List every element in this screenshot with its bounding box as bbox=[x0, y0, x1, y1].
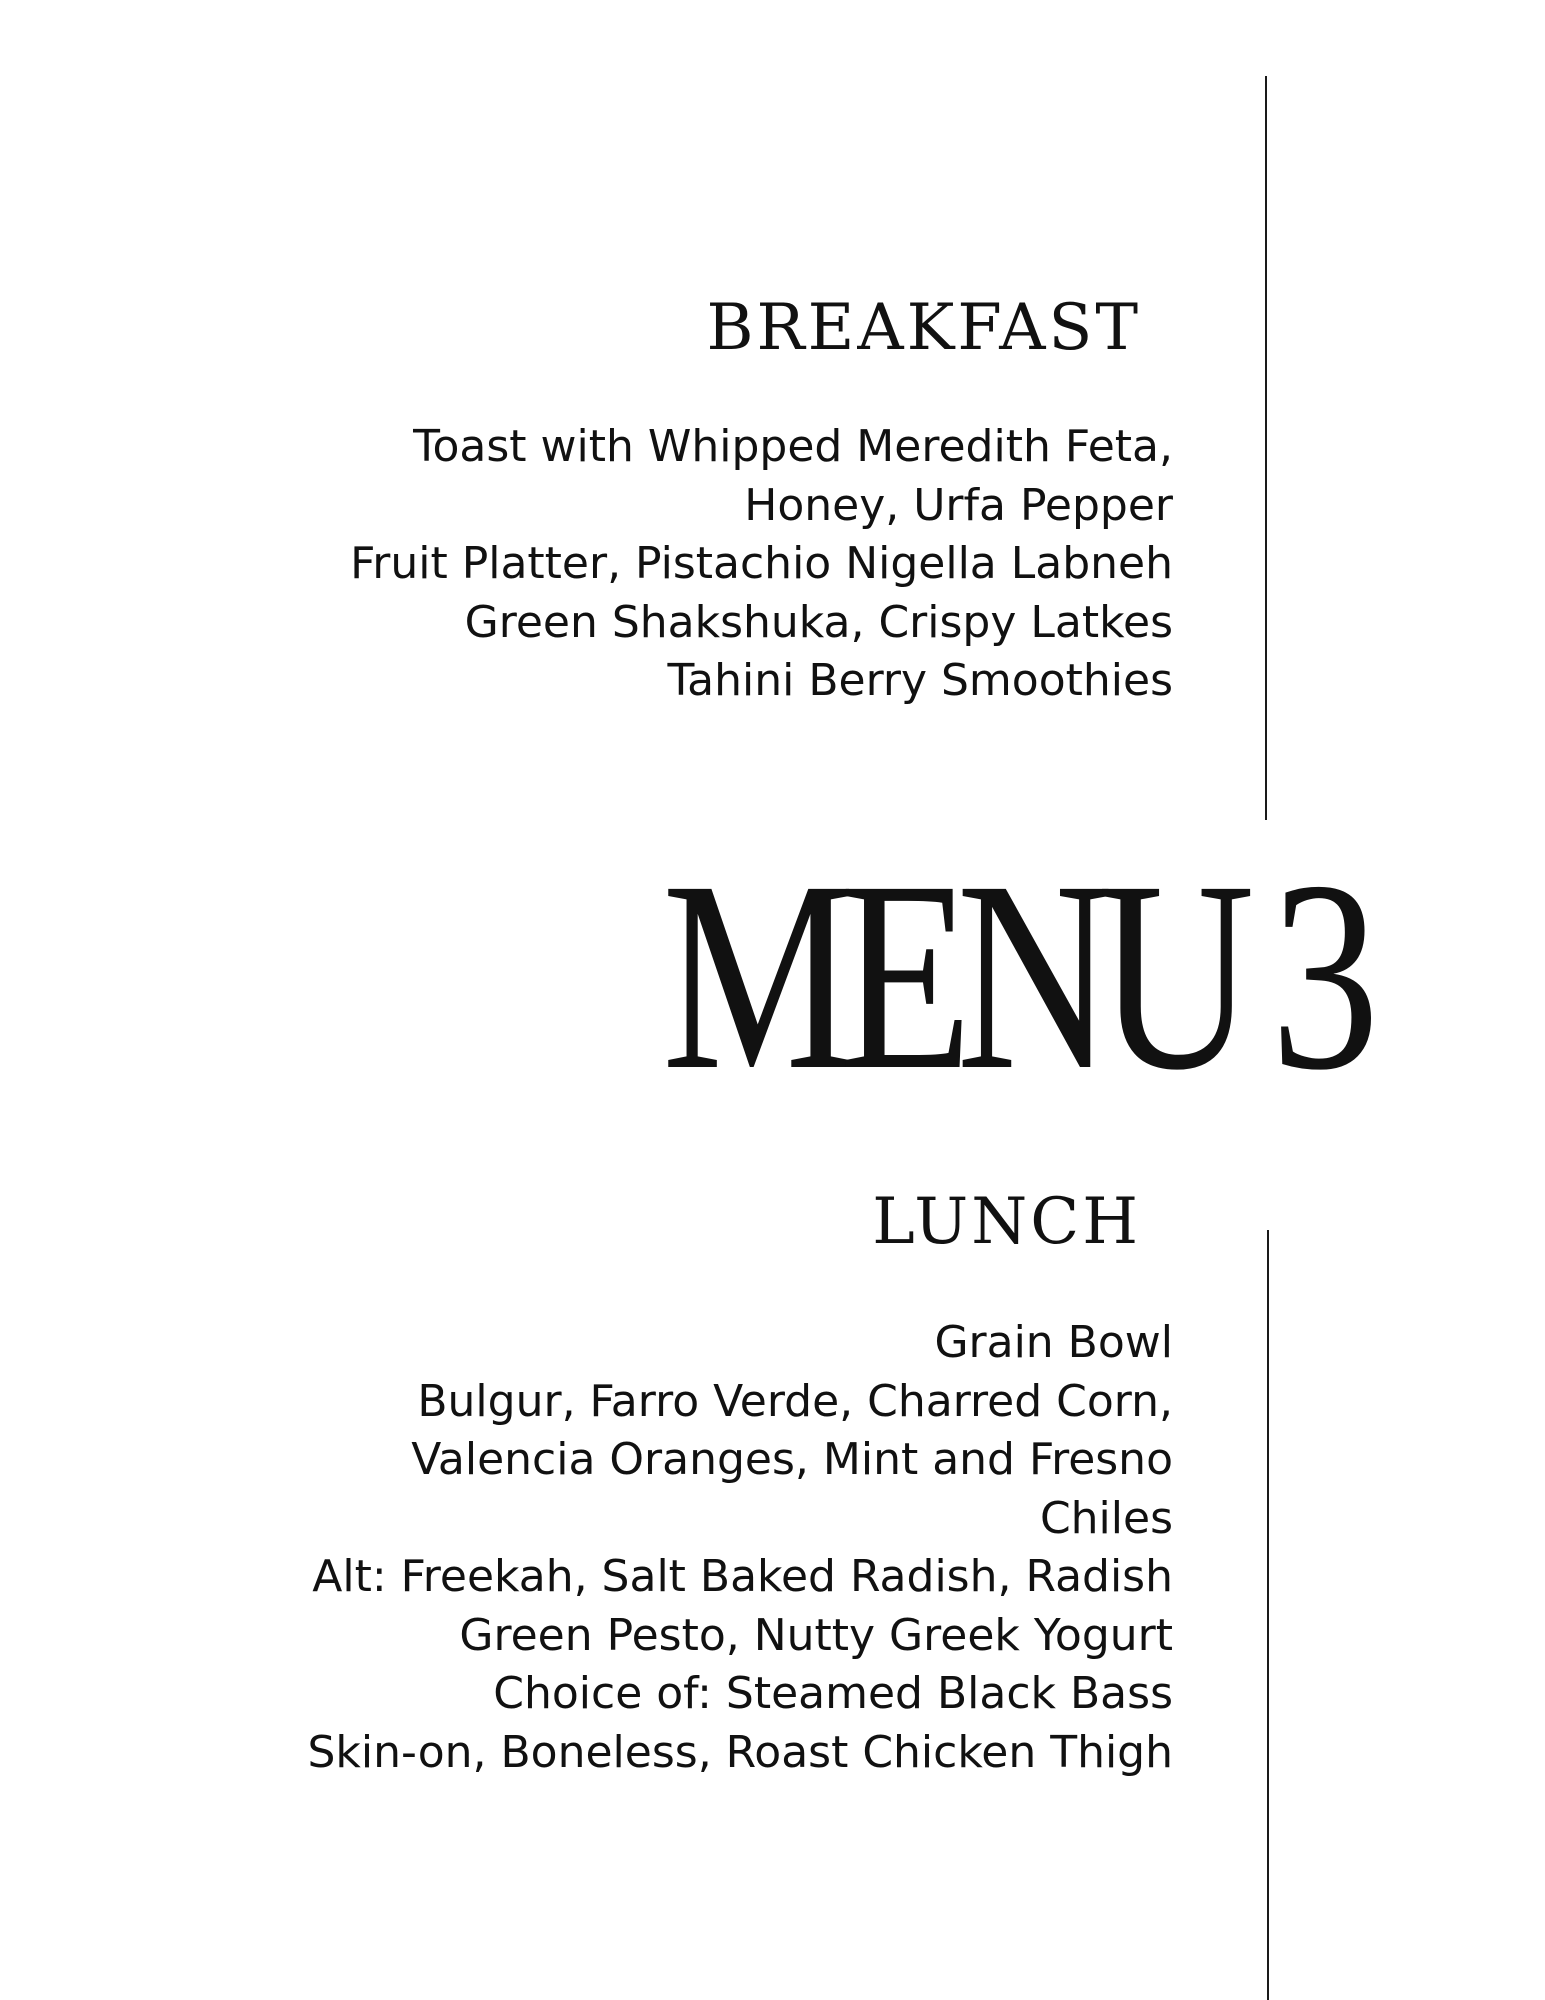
lunch-line: Chiles bbox=[1039, 1492, 1173, 1544]
vertical-divider-top bbox=[1265, 76, 1267, 820]
breakfast-item-list bbox=[173, 418, 1173, 711]
lunch-heading: LUNCH bbox=[872, 1185, 1141, 1259]
lunch-line: Green Pesto, Nutty Greek Yogurt bbox=[459, 1609, 1173, 1661]
lunch-line: Alt: Freekah, Salt Baked Radish, Radish bbox=[312, 1551, 1173, 1602]
breakfast-line: Honey, Urfa Pepper bbox=[744, 479, 1173, 531]
menu-title-number: 3 bbox=[1270, 825, 1380, 1126]
menu-title bbox=[662, 825, 1380, 1126]
lunch-line: Grain Bowl bbox=[934, 1317, 1173, 1368]
breakfast-line: Green Shakshuka, Crispy Latkes bbox=[464, 596, 1173, 648]
menu-title-word: MENU bbox=[662, 825, 1239, 1126]
lunch-line: Valencia Oranges, Mint and Fresno bbox=[411, 1434, 1173, 1485]
breakfast-line: Toast with Whipped Meredith Feta, bbox=[413, 421, 1173, 472]
lunch-item-list bbox=[173, 1314, 1173, 1782]
lunch-line: Choice of: Steamed Black Bass bbox=[493, 1668, 1173, 1719]
lunch-line: Bulgur, Farro Verde, Charred Corn, bbox=[417, 1375, 1173, 1427]
vertical-divider-bottom bbox=[1267, 1230, 1269, 2000]
breakfast-line: Fruit Platter, Pistachio Nigella Labneh bbox=[350, 538, 1173, 589]
lunch-line: Skin-on, Boneless, Roast Chicken Thigh bbox=[307, 1726, 1173, 1778]
breakfast-heading: BREAKFAST bbox=[706, 291, 1141, 365]
breakfast-line: Tahini Berry Smoothies bbox=[667, 655, 1173, 706]
